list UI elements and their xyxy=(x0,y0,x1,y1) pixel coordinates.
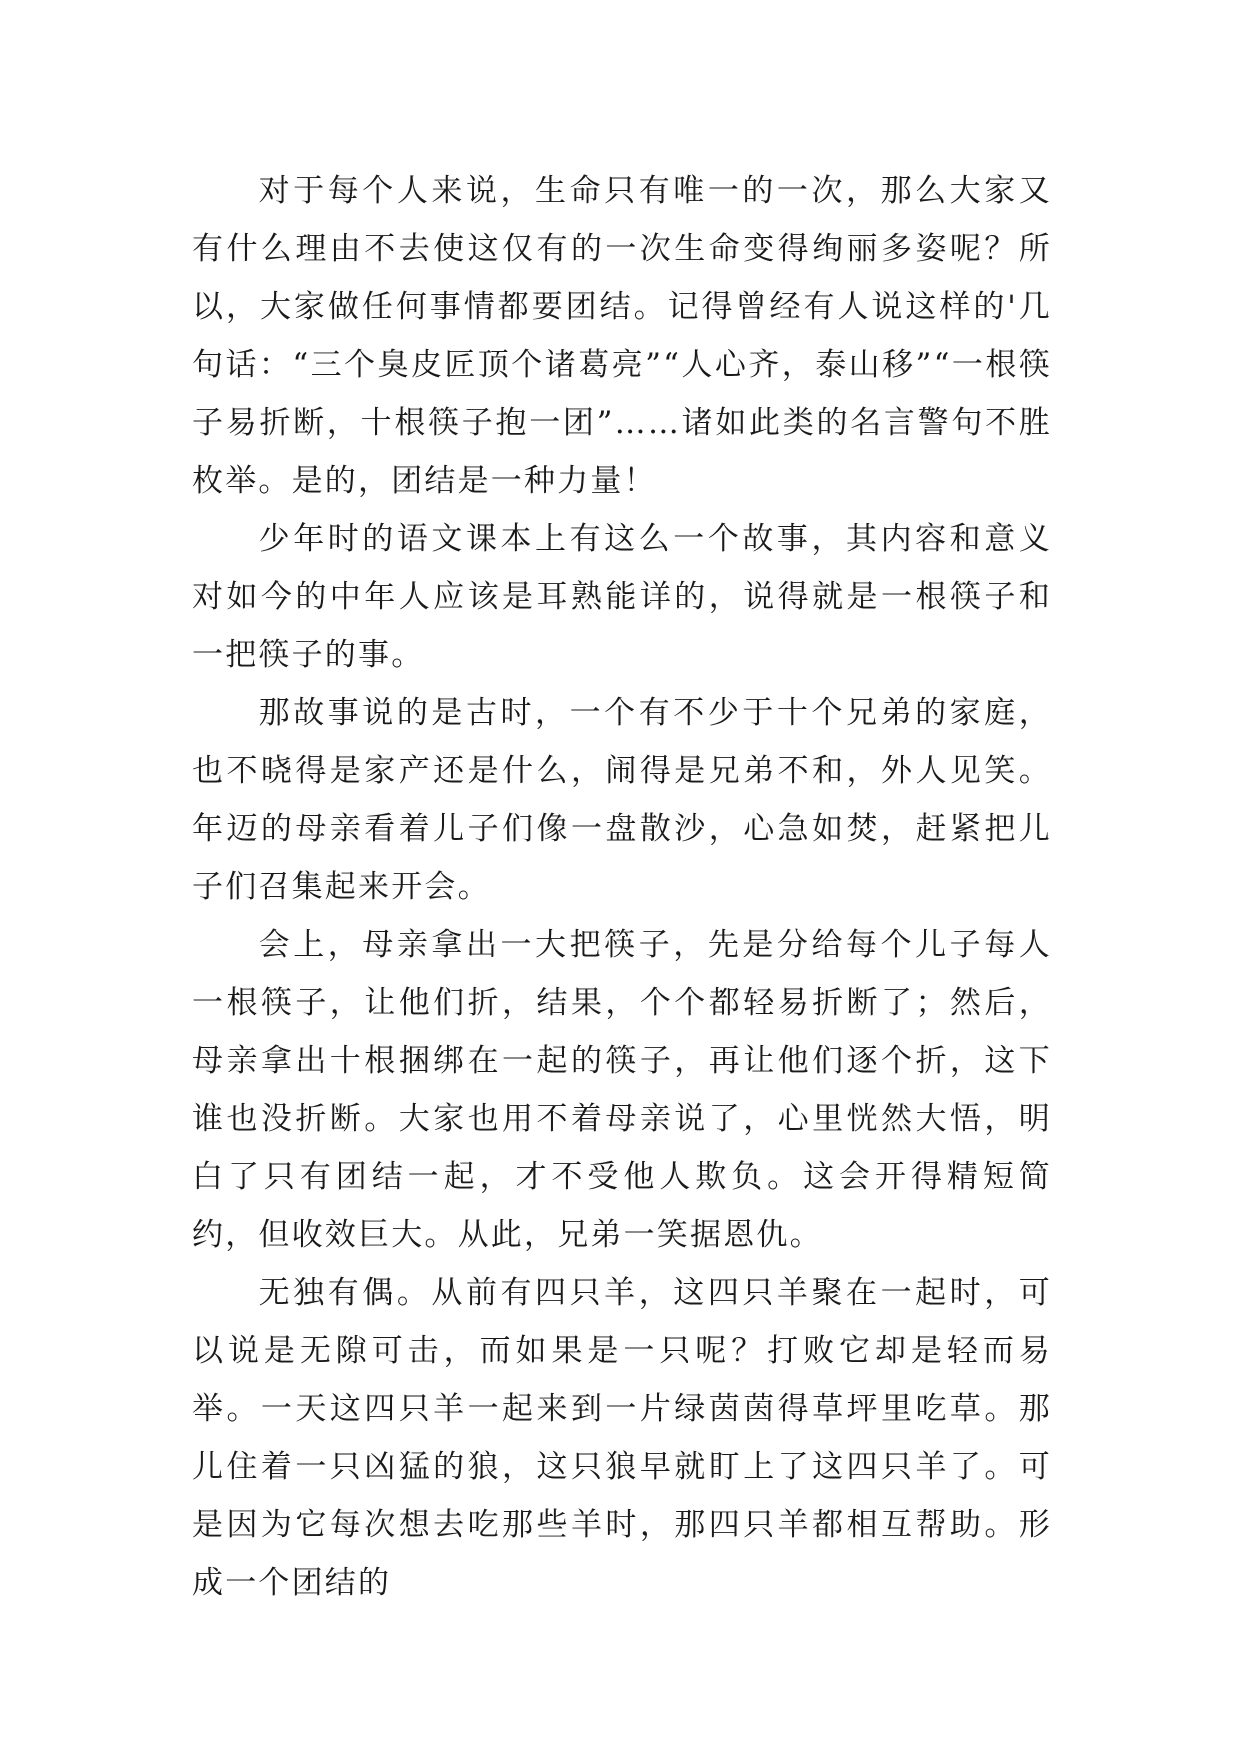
paragraph-1: 对于每个人来说，生命只有唯一的一次，那么大家又有什么理由不去使这仅有的一次生命变得绚丽多姿呢？所以，大家做任何事情都要团结。记得曾经有人说这样的'几句话：“三个臭皮匠顶个诸葛亮”“人心齐，泰山移”“一根筷子易折断，十根筷子抱一团”……诸如此类的名言警句不胜枚举。是的，团结是一种力量！ xyxy=(192,173,1052,499)
document-body xyxy=(192,162,1052,1612)
paragraph-4: 会上，母亲拿出一大把筷子，先是分给每个儿子每人一根筷子，让他们折，结果，个个都轻易折断了；然后，母亲拿出十根捆绑在一起的筷子，再让他们逐个折，这下谁也没折断。大家也用不着母亲说了，心里恍然大悟，明白了只有团结一起，才不受他人欺负。这会开得精短简约，但收效巨大。从此，兄弟一笑据恩仇。 xyxy=(192,927,1052,1253)
paragraph-3: 那故事说的是古时，一个有不少于十个兄弟的家庭，也不晓得是家产还是什么，闹得是兄弟不和，外人见笑。年迈的母亲看着儿子们像一盘散沙，心急如焚，赶紧把儿子们召集起来开会。 xyxy=(192,695,1052,905)
paragraph-5: 无独有偶。从前有四只羊，这四只羊聚在一起时，可以说是无隙可击，而如果是一只呢？打败它却是轻而易举。一天这四只羊一起来到一片绿茵茵得草坪里吃草。那儿住着一只凶猛的狼，这只狼早就盯上了这四只羊了。可是因为它每次想去吃那些羊时，那四只羊都相互帮助。形成一个团结的 xyxy=(192,1275,1052,1601)
paragraph-2: 少年时的语文课本上有这么一个故事，其内容和意义对如今的中年人应该是耳熟能详的，说得就是一根筷子和一把筷子的事。 xyxy=(192,521,1052,673)
